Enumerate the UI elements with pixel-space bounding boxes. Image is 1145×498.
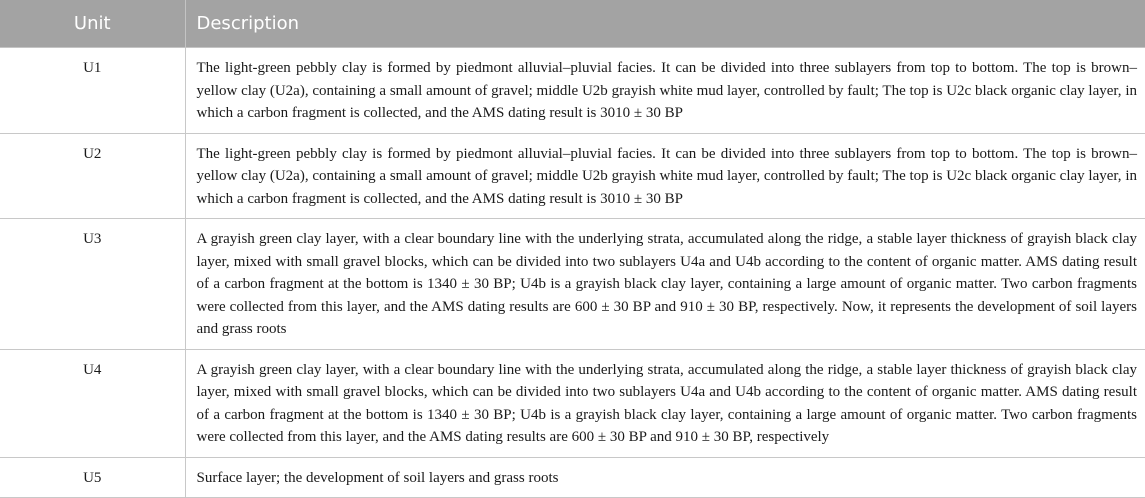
table-row	[0, 349, 1145, 457]
table-row	[0, 219, 1145, 350]
description-cell: A grayish green clay layer, with a clear boundary line with the underlying strata, accumulated along the ridge, a stable layer thickness of grayish black clay layer, mixed with small gravel blocks, which can be divided into two sublayers U4a and U4b according to the content of organic matter. AMS dating result of a carbon fragment at the bottom is 1340 ± 30 BP; U4b is a grayish black clay layer, containing a large amount of organic matter. Two carbon fragments were collected from this layer, and the AMS dating results are 600 ± 30 BP and 910 ± 30 BP, respectively	[185, 349, 1145, 457]
description-cell: The light-green pebbly clay is formed by piedmont alluvial–pluvial facies. It can be divided into three sublayers from top to bottom. The top is brown–yellow clay (U2a), containing a small amount of gravel; middle U2b grayish white mud layer, controlled by fault; The top is U2c black organic clay layer, in which a carbon fragment is collected, and the AMS dating result is 3010 ± 30 BP	[185, 133, 1145, 219]
description-cell: Surface layer; the development of soil layers and grass roots	[185, 457, 1145, 498]
header-unit: Unit	[0, 0, 185, 48]
table-row	[0, 48, 1145, 134]
description-cell: A grayish green clay layer, with a clear boundary line with the underlying strata, accumulated along the ridge, a stable layer thickness of grayish black clay layer, mixed with small gravel blocks, which can be divided into two sublayers U4a and U4b according to the content of organic matter. AMS dating result of a carbon fragment at the bottom is 1340 ± 30 BP; U4b is a grayish black clay layer, containing a large amount of organic matter. Two carbon fragments were collected from this layer, and the AMS dating results are 600 ± 30 BP and 910 ± 30 BP, respectively. Now, it represents the development of soil layers and grass roots	[185, 219, 1145, 350]
table-row	[0, 133, 1145, 219]
unit-cell: U1	[0, 48, 185, 134]
description-cell: The light-green pebbly clay is formed by piedmont alluvial–pluvial facies. It can be divided into three sublayers from top to bottom. The top is brown–yellow clay (U2a), containing a small amount of gravel; middle U2b grayish white mud layer, controlled by fault; The top is U2c black organic clay layer, in which a carbon fragment is collected, and the AMS dating result is 3010 ± 30 BP	[185, 48, 1145, 134]
table-header	[0, 0, 1145, 48]
unit-cell: U2	[0, 133, 185, 219]
table-body	[0, 48, 1145, 498]
header-description: Description	[185, 0, 1145, 48]
header-row	[0, 0, 1145, 48]
table-row	[0, 457, 1145, 498]
unit-cell: U4	[0, 349, 185, 457]
unit-cell: U3	[0, 219, 185, 350]
unit-cell: U5	[0, 457, 185, 498]
